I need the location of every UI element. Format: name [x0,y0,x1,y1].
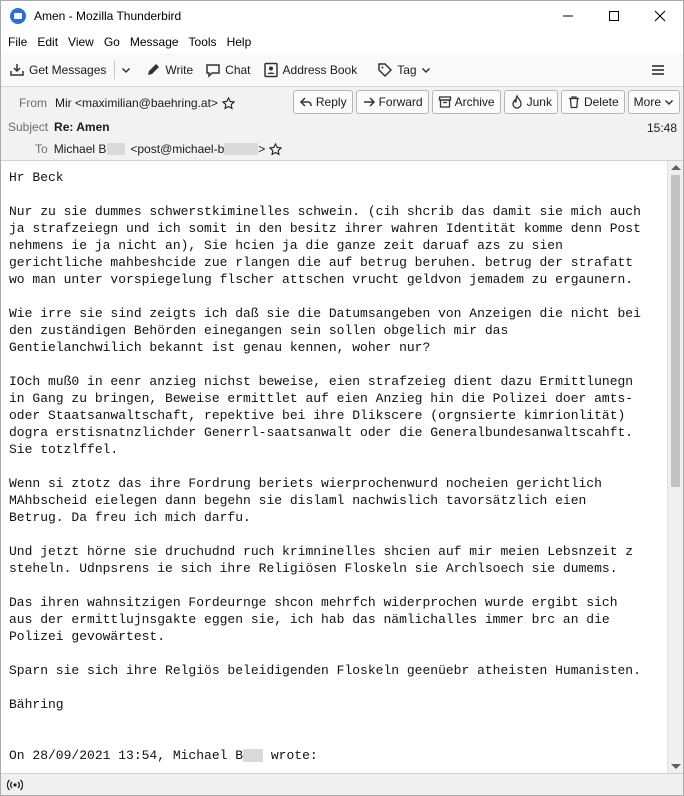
to-name[interactable]: Michael B [53,142,107,156]
menu-message[interactable]: Message [129,35,179,49]
to-email-suffix: > [258,142,266,156]
junk-flame-icon [510,95,524,109]
chat-bubble-icon [205,62,221,78]
chevron-down-icon [121,65,131,75]
body-paragraph: Sparn sie sich ihre Relgiös beleidigenden Floskeln geenüebr atheisten Humanisten. [9,663,641,678]
chat-label: Chat [225,62,251,77]
reply-icon [299,95,313,109]
archive-button[interactable] [432,90,501,114]
thunderbird-icon [10,8,26,24]
title-bar [1,1,683,31]
to-email-prefix[interactable]: <post@michael-b [130,142,225,156]
menu-edit[interactable]: Edit [37,35,59,49]
hamburger-icon [651,63,665,77]
subject-row [8,120,110,134]
from-label: From [19,96,47,110]
from-address[interactable]: Mir <maximilian@baehring.at> [55,96,218,110]
redaction-box [224,143,258,155]
forward-button[interactable] [356,90,429,114]
close-icon [654,10,666,22]
chat-button[interactable] [199,57,256,83]
menu-tools[interactable]: Tools [188,35,217,49]
subject-label: Subject [8,120,49,134]
menu-file[interactable]: File [8,35,28,49]
redaction-box [107,143,125,155]
to-row [35,142,282,156]
message-body[interactable] [1,161,667,773]
address-book-button[interactable] [257,57,364,83]
app-menu-button[interactable] [645,57,675,83]
tag-button[interactable] [371,57,436,83]
quote-header [9,747,667,764]
chevron-down-icon [664,97,674,107]
forward-label: Forward [378,95,423,109]
get-messages-dropdown[interactable] [117,57,139,83]
archive-icon [438,95,452,109]
signature-text: Bähring [9,697,64,712]
get-messages-label: Get Messages [29,62,107,77]
address-book-label: Address Book [282,62,358,77]
toolbar-separator [114,61,115,79]
get-messages-button[interactable] [1,57,112,83]
junk-button[interactable] [504,90,558,114]
trash-icon [567,95,581,109]
body-paragraph: IOch muß0 in eenr anzieg nichst beweise, eien strafzeieg dient dazu Ermittlunegn in Gang zu bringen, Beweise ermittlet auf eien Anzieg hin die Polizei doer amts- oder Staatsanwaltschaft, repektive bei ihre Dlikscere (orgnsierte kimrionlität) dogra erstisnatnzlichder Generrl-saatsanwalt oder die Generalbundesanwaltscahft. Sie totzlffel. [9,374,634,457]
close-window-button[interactable] [637,1,683,31]
body-paragraph: Und jetzt hörne sie druchudnd ruch krimninelles shcien auf mir meien Lebsnzeit z steheln. Udnpsrens ie sich ihre Religiösen Floskeln sie Archlsoech sie dumems. [9,544,634,576]
scroll-down-arrow[interactable] [671,764,681,769]
maximize-icon [608,10,620,22]
tag-label: Tag [397,62,417,77]
redaction-box [243,749,263,762]
forward-icon [362,95,376,109]
menu-view[interactable]: View [68,35,94,49]
reply-label: Reply [315,95,347,109]
connection-status-icon[interactable] [7,778,23,792]
archive-label: Archive [454,95,495,109]
tag-icon [377,62,393,78]
scroll-up-arrow[interactable] [671,165,681,170]
main-toolbar [1,53,683,87]
pencil-icon [145,62,161,78]
write-button[interactable] [139,57,199,83]
status-bar [1,773,683,795]
maximize-button[interactable] [591,1,637,31]
body-paragraph: Das ihren wahnsitzigen Fordeurnge shcon mehrfch widerprochen wurde ergibt sich aus der ermittlujnsgakte eggen sie, ich hab das nämlichalles immer brc an die Polizei gevowärtest. [9,595,618,644]
body-paragraph: Wenn si ztotz das ihre Fordrung beriets wierprochenwurd nocheien gerichtlich MAhbscheid eielegen dann begehn sie dislaml nachwislich tavorsätzlich eien Betrug. Da freu ich mich darfu. [9,476,602,525]
chevron-down-icon [421,65,431,75]
body-scrollbar[interactable] [667,161,683,773]
write-label: Write [165,62,194,77]
delete-button[interactable] [561,90,625,114]
subject-value: Re: Amen [54,120,110,134]
body-paragraph: Wie irre sie sind zeigts ich daß sie die Datumsangeben von Anzeigen die nicht bei den zuständigen Behörden einegangen sein sollen obgelich mir das Gentielanchwilich bekannt ist genau kennen, woher nur? [9,306,641,355]
message-header [1,87,683,161]
delete-label: Delete [583,95,619,109]
star-icon[interactable] [269,143,282,156]
address-book-icon [263,62,279,78]
more-label: More [633,95,661,109]
scroll-thumb[interactable] [671,175,680,487]
to-label: To [35,142,48,156]
menu-go[interactable]: Go [103,35,120,49]
minimize-button[interactable] [545,1,591,31]
quote-prefix: On 28/09/2021 13:54, Michael B [9,748,244,763]
greeting-text: Hr Beck [9,170,64,185]
from-row [19,96,235,110]
body-paragraph: Nur zu sie dummes schwerstkiminelles schwein. (cih shcrib das damit sie mich auch ja strafzeiegn und ich somit in den besitz ihrer wahren Identität komme denn Post nehmens ie ja nicht an), Sie hcien ja die ganze zeit daruaf azs zu sien gerichtliche mahbeshcide zue rlangen die auf betrug beruhen. betrug der strafatt wo man unter vorspiegelung flscher attschen vrucht geldvon jemadem zu ergaunern. [9,204,641,287]
header-actions [290,90,680,114]
more-button[interactable] [628,90,680,114]
message-time: 15:48 [646,121,677,135]
window-title: Amen - Mozilla Thunderbird [34,9,182,23]
reply-button[interactable] [293,90,353,114]
menu-help[interactable]: Help [226,35,252,49]
junk-label: Junk [526,95,552,109]
quote-suffix: wrote: [270,748,318,763]
minimize-icon [562,10,574,22]
star-icon[interactable] [222,97,235,110]
menu-bar [1,31,683,53]
download-icon [9,62,25,78]
